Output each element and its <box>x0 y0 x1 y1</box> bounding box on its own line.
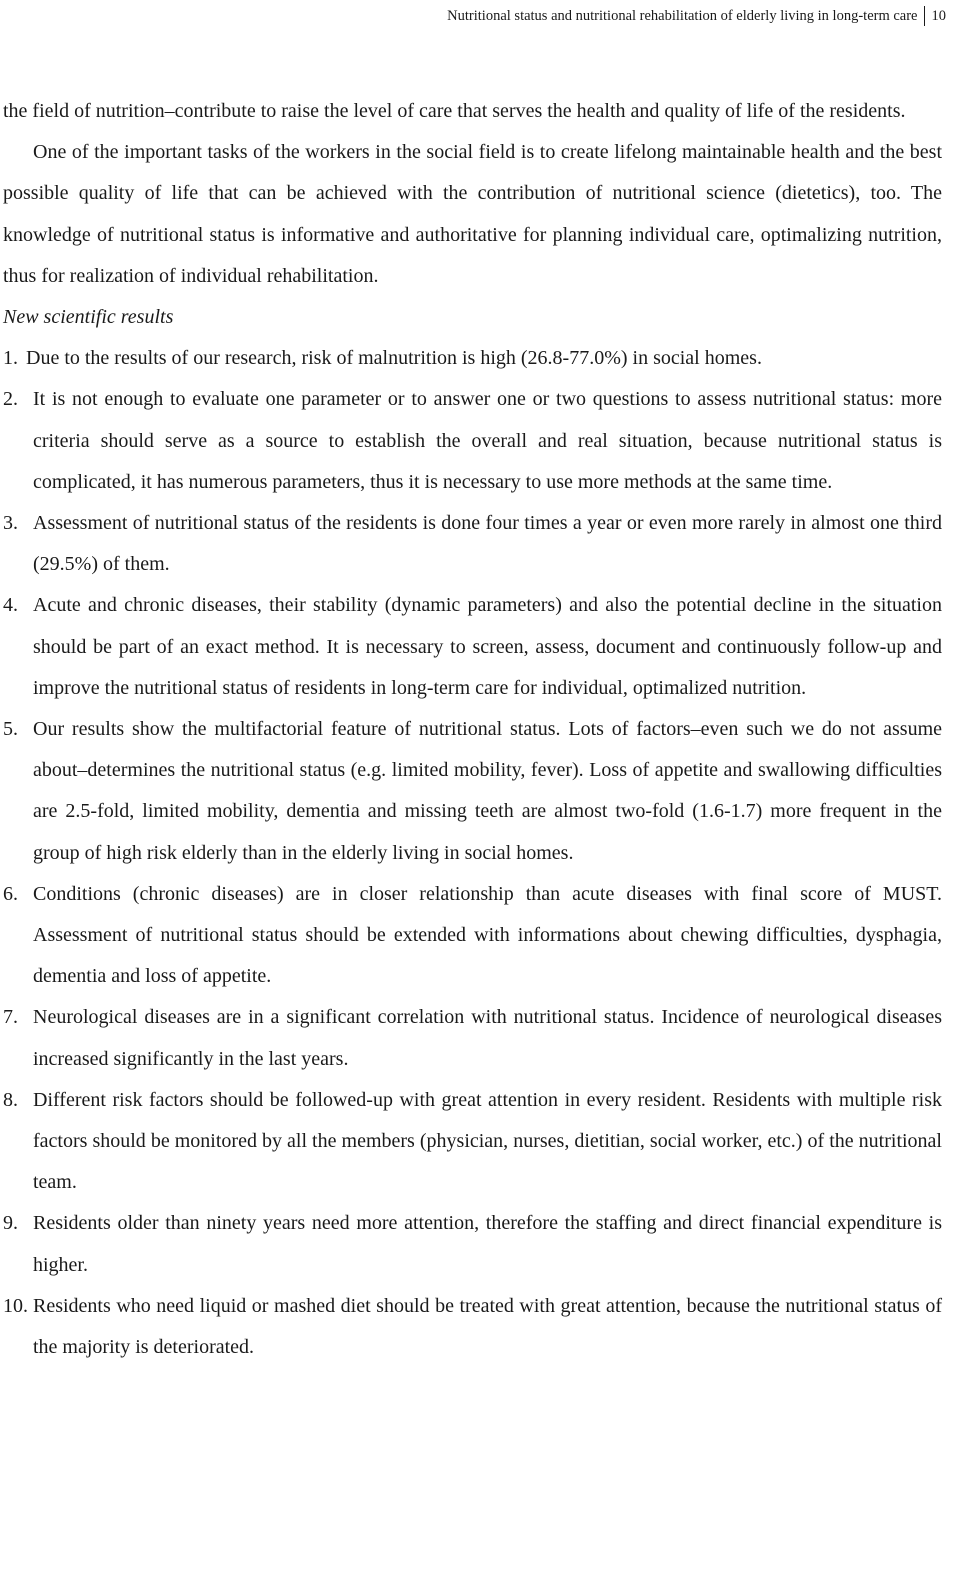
list-item-number: 10. <box>3 1294 28 1317</box>
list-item <box>3 997 942 1079</box>
header-divider <box>924 6 925 26</box>
list-item-text: Due to the results of our research, risk of malnutrition is high (26.8-77.0%) in social homes. <box>26 347 762 370</box>
list-item <box>3 1286 942 1368</box>
list-item-number: 4. <box>3 594 18 617</box>
running-header <box>447 6 946 26</box>
list-item-text: Residents who need liquid or mashed diet should be treated with great attention, because the nutritional status of the majority is deteriorated. <box>33 1294 942 1359</box>
list-item-number: 9. <box>3 1212 18 1235</box>
list-item-number: 6. <box>3 882 18 905</box>
list-item <box>3 1203 942 1285</box>
list-item-number: 7. <box>3 1006 18 1029</box>
section-heading: New scientific results <box>3 306 174 329</box>
list-item-text: Assessment of nutritional status of the residents is done four times a year or even more rarely in almost one third (29.5%) of them. <box>33 512 942 576</box>
list-item <box>3 874 942 998</box>
body-paragraph: One of the important tasks of the workers in the social field is to create lifelong maintainable health and the best possible quality of life that can be achieved with the contribution of nutritional science (dietetics), too. The knowledge of nutritional status is informative and authoritative for planning individual care, optimalizing nutrition, thus for realization of individual rehabilitation. <box>3 141 942 287</box>
page-number: 10 <box>931 8 946 24</box>
results-list <box>3 338 942 1368</box>
list-item-number: 3. <box>3 512 18 535</box>
list-item-text: Residents older than ninety years need more attention, therefore the staffing and direct financial expenditure is higher. <box>33 1212 942 1276</box>
list-item-text: Acute and chronic diseases, their stability (dynamic parameters) and also the potential decline in the situation should be part of an exact method. It is necessary to screen, assess, document and continuously follow-up and improve the nutritional status of residents in long-term care for individual, optimalized nutrition. <box>33 594 942 699</box>
list-item <box>3 1080 942 1204</box>
list-item-text: Different risk factors should be followed-up with great attention in every resident. Residents with multiple risk factors should be monitored by all the members (physician, nurses, dietitian, social worker, etc.) of the nutritional team. <box>33 1088 942 1194</box>
list-item <box>3 338 942 379</box>
list-item-number: 8. <box>3 1088 18 1111</box>
list-item <box>3 709 942 874</box>
list-item-number: 2. <box>3 388 18 411</box>
list-item-number: 1. <box>3 347 18 370</box>
continuation-paragraph: the field of nutrition–contribute to raise the level of care that serves the health and quality of life of the residents. <box>3 100 906 122</box>
running-title: Nutritional status and nutritional rehabilitation of elderly living in long-term care <box>447 8 918 24</box>
list-item-text: Conditions (chronic diseases) are in closer relationship than acute diseases with final score of MUST. Assessment of nutritional status should be extended with informations about chewing difficulties, dysphagia, dementia and loss of appetite. <box>33 882 942 988</box>
list-item-text: It is not enough to evaluate one parameter or to answer one or two questions to assess nutritional status: more criteria should serve as a source to establish the overall and real situation, because nutritional status is complicated, it has numerous parameters, thus it is necessary to use more methods at the same time. <box>33 388 942 493</box>
list-item-text: Neurological diseases are in a significant correlation with nutritional status. Incidence of neurological diseases increased significantly in the last years. <box>33 1006 942 1070</box>
list-item-text: Our results show the multifactorial feature of nutritional status. Lots of factors–even such we do not assume about–determines the nutritional status (e.g. limited mobility, fever). Loss of appetite and swallowing difficulties are 2.5-fold, limited mobility, dementia and missing teeth are almost two-fold (1.6-1.7) more frequent in the group of high risk elderly than in the elderly living in social homes. <box>33 718 942 864</box>
list-item <box>3 503 942 585</box>
list-item <box>3 585 942 709</box>
list-item <box>3 379 942 503</box>
page-body <box>3 91 942 1368</box>
list-item-number: 5. <box>3 718 18 741</box>
